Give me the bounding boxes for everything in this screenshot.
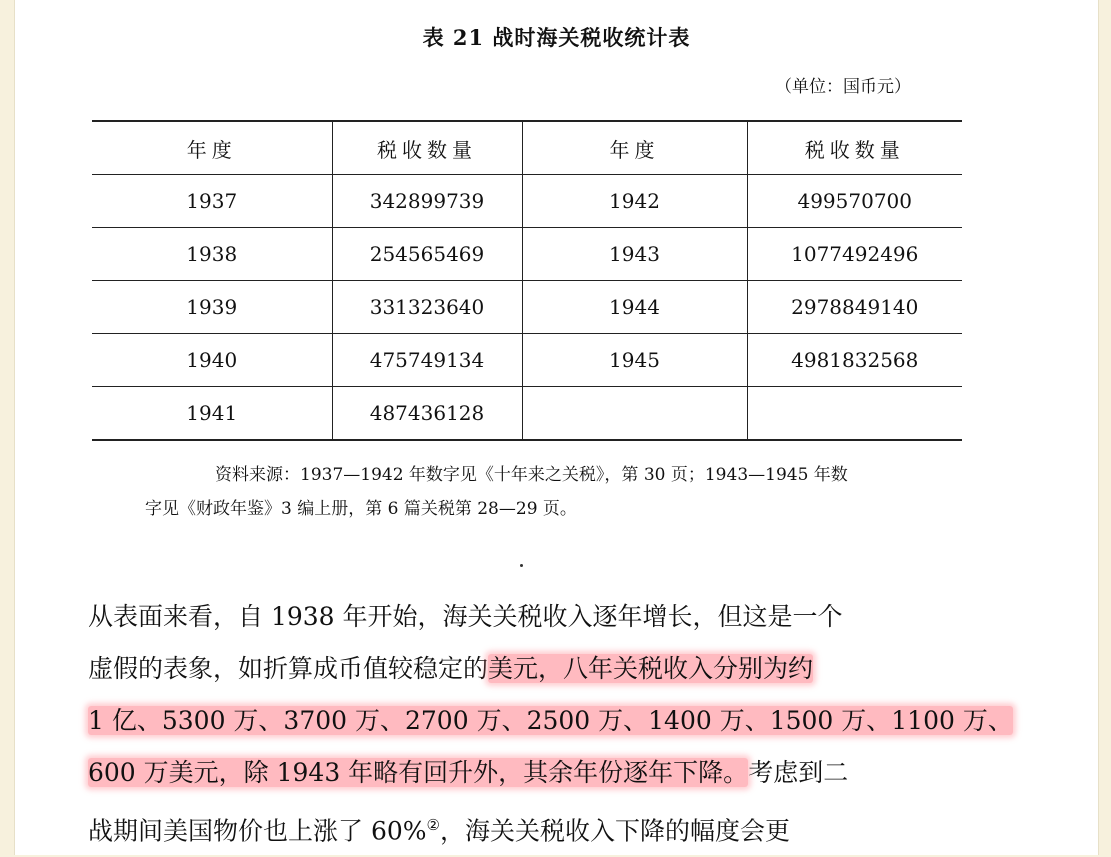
header-tax-amount: 税收数量	[332, 121, 522, 175]
cell-tax: 331323640	[332, 281, 522, 334]
document-page	[14, 0, 1099, 855]
body-line	[88, 643, 988, 695]
cell-year: 1944	[522, 281, 747, 334]
cell-tax: 254565469	[332, 228, 522, 281]
source-note-line: 字见《财政年鉴》3 编上册，第 6 篇关税第 28—29 页。	[145, 499, 577, 519]
body-line	[88, 591, 988, 643]
source-note	[145, 458, 985, 526]
body-text: ，海关关税收入下降的幅度会更	[439, 816, 790, 846]
table-row	[92, 228, 962, 281]
table-title: 表 21 战时海关税收统计表	[422, 25, 691, 50]
cell-year: 1940	[92, 334, 332, 387]
table-row	[92, 387, 962, 441]
cell-year: 1937	[92, 175, 332, 228]
body-text: 虚假的表象，如折算成币值较稳定的	[88, 654, 489, 683]
cell-tax: 499570700	[747, 175, 962, 228]
customs-tax-table	[92, 120, 962, 441]
highlighted-text: 1 亿、5300 万、3700 万、2700 万、2500 万、1400 万、1500 万、1100 万、	[88, 706, 1013, 735]
header-tax-amount: 税收数量	[747, 121, 962, 175]
body-text: 战期间美国物价也上涨了 60%	[88, 816, 427, 846]
body-paragraph	[88, 591, 1013, 851]
cell-tax: 4981832568	[747, 334, 962, 387]
source-note-line: 资料来源：1937—1942 年数字见《十年来之关税》，第 30 页；1943—1945 年数	[215, 465, 848, 485]
table-row	[92, 281, 962, 334]
header-year: 年度	[522, 121, 747, 175]
cell-year	[522, 387, 747, 441]
table-row	[92, 175, 962, 228]
body-text: 从表面来看，自 1938 年开始，海关关税收入逐年增长，但这是一个	[88, 602, 843, 631]
table-header-row	[92, 121, 962, 175]
table-unit-note: （单位：国币元）	[775, 77, 911, 97]
body-line	[88, 799, 988, 851]
footnote-marker: ②	[426, 816, 440, 834]
cell-year: 1941	[92, 387, 332, 441]
cell-tax	[747, 387, 962, 441]
cell-year: 1938	[92, 228, 332, 281]
header-year: 年度	[92, 121, 332, 175]
cell-year: 1942	[522, 175, 747, 228]
cell-year: 1943	[522, 228, 747, 281]
cell-tax: 475749134	[332, 334, 522, 387]
body-line	[88, 747, 988, 799]
cell-year: 1939	[92, 281, 332, 334]
cell-tax: 342899739	[332, 175, 522, 228]
cell-tax: 1077492496	[747, 228, 962, 281]
body-text: 考虑到二	[748, 758, 849, 787]
body-line	[88, 695, 1013, 747]
table-row	[92, 334, 962, 387]
cell-tax: 2978849140	[747, 281, 962, 334]
highlighted-text: 600 万美元，除 1943 年略有回升外，其余年份逐年下降。	[88, 758, 749, 787]
cell-year: 1945	[522, 334, 747, 387]
highlighted-text: 美元，八年关税收入分别为约	[488, 654, 814, 683]
stray-dot	[520, 564, 523, 567]
cell-tax: 487436128	[332, 387, 522, 441]
